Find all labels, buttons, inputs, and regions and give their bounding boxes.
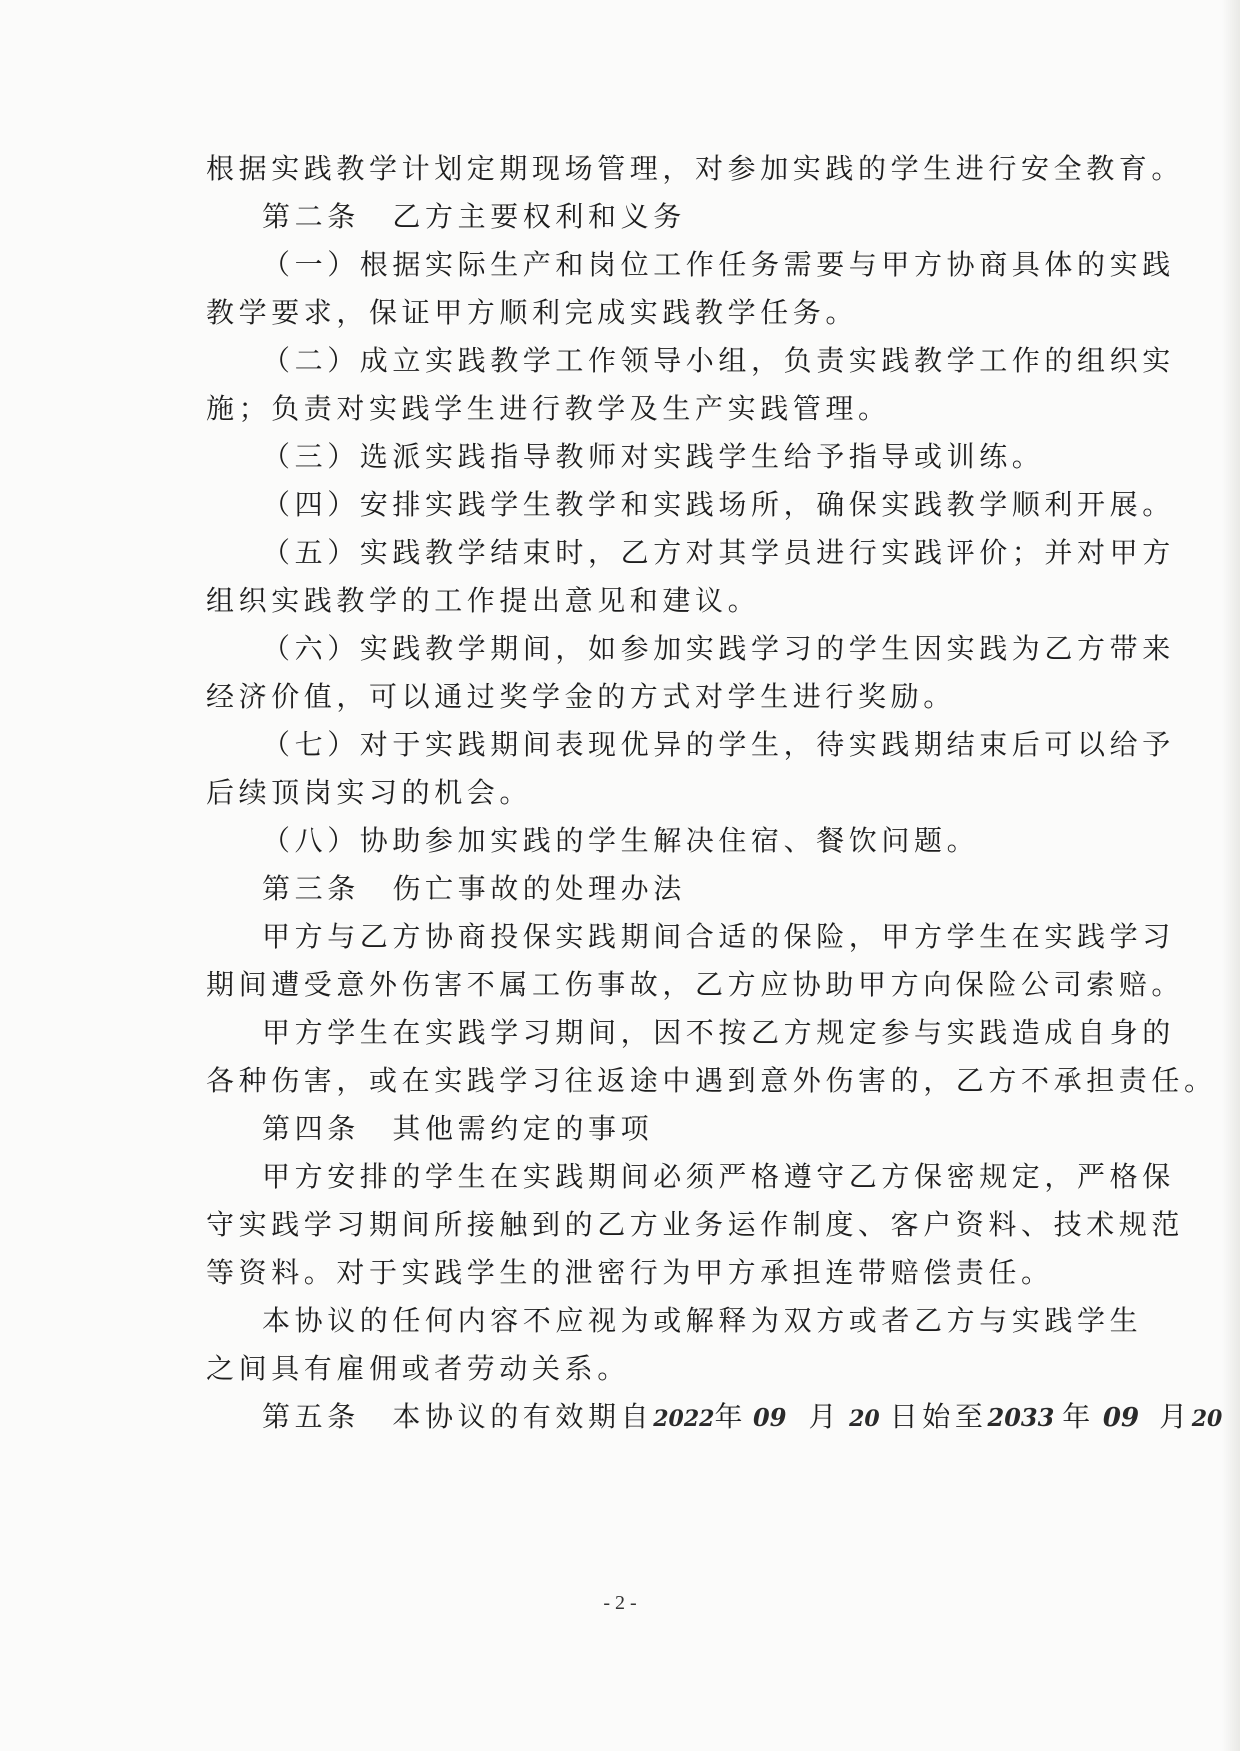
text-line: （七）对于实践期间表现优异的学生，待实践期结束后可以给予	[262, 728, 1175, 761]
text-line: 甲方与乙方协商投保实践期间合适的保险，甲方学生在实践学习	[262, 920, 1175, 953]
text-line: （八）协助参加实践的学生解决住宿、餐饮问题。	[262, 824, 980, 857]
text-line: 根据实践教学计划定期现场管理，对参加实践的学生进行安全教育。	[206, 152, 1185, 185]
text-line: （六）实践教学期间，如参加实践学习的学生因实践为乙方带来	[262, 632, 1175, 665]
text-line: 甲方学生在实践学习期间，因不按乙方规定参与实践造成自身的	[262, 1016, 1175, 1049]
until-text: 日始至	[889, 1400, 988, 1433]
handwritten-end-day: 20	[1191, 1406, 1223, 1432]
text-line: （三）选派实践指导教师对实践学生给予指导或训练。	[262, 440, 1045, 473]
section-heading-article-3: 第三条 伤亡事故的处理办法	[262, 872, 686, 905]
handwritten-end-year: 2033	[987, 1403, 1055, 1432]
section-heading-article-2: 第二条 乙方主要权利和义务	[262, 200, 686, 233]
text-line: （二）成立实践教学工作领导小组，负责实践教学工作的组织实	[262, 344, 1175, 377]
handwritten-start-day: 20	[849, 1406, 880, 1432]
text-line: 甲方安排的学生在实践期间必须严格遵守乙方保密规定，严格保	[262, 1160, 1175, 1193]
handwritten-start-year: 2022	[653, 1406, 715, 1432]
year-label: 年	[714, 1400, 748, 1433]
month-label: 月	[808, 1400, 842, 1433]
text-line: （一）根据实际生产和岗位工作任务需要与甲方协商具体的实践	[262, 248, 1175, 281]
handwritten-end-month: 09	[1102, 1403, 1140, 1433]
text-line: 等资料。对于实践学生的泄密行为甲方承担连带赔偿责任。	[206, 1256, 1054, 1289]
text-line: （五）实践教学结束时，乙方对其学员进行实践评价；并对甲方	[262, 536, 1175, 569]
text-line: 组织实践教学的工作提出意见和建议。	[206, 584, 761, 617]
text-line: 期间遭受意外伤害不属工伤事故，乙方应协助甲方向保险公司索赔。	[206, 968, 1185, 1001]
text-line: 本协议的任何内容不应视为或解释为双方或者乙方与实践学生	[262, 1304, 1143, 1337]
handwritten-start-month: 09	[753, 1403, 787, 1432]
text-line: 之间具有雇佣或者劳动关系。	[206, 1352, 630, 1385]
text-line: 后续顶岗实习的机会。	[206, 776, 533, 809]
text-line: 守实践学习期间所接触到的乙方业务运作制度、客户资料、技术规范	[206, 1208, 1185, 1241]
text-line: 经济价值，可以通过奖学金的方式对学生进行奖励。	[206, 680, 956, 713]
page-number: - 2 -	[603, 1592, 637, 1614]
year-label-2: 年	[1062, 1400, 1095, 1433]
validity-period-line	[262, 1400, 1222, 1436]
section-heading-article-4: 第四条 其他需约定的事项	[262, 1112, 654, 1145]
validity-prefix: 第五条 本协议的有效期自	[262, 1400, 654, 1433]
text-line: 各种伤害，或在实践学习往返途中遇到意外伤害的，乙方不承担责任。	[206, 1064, 1217, 1097]
text-line: 施；负责对实践学生进行教学及生产实践管理。	[206, 392, 891, 425]
month-label-2: 月	[1159, 1400, 1192, 1433]
text-line: 教学要求，保证甲方顺利完成实践教学任务。	[206, 296, 859, 329]
text-line: （四）安排实践学生教学和实践场所，确保实践教学顺利开展。	[262, 488, 1175, 521]
